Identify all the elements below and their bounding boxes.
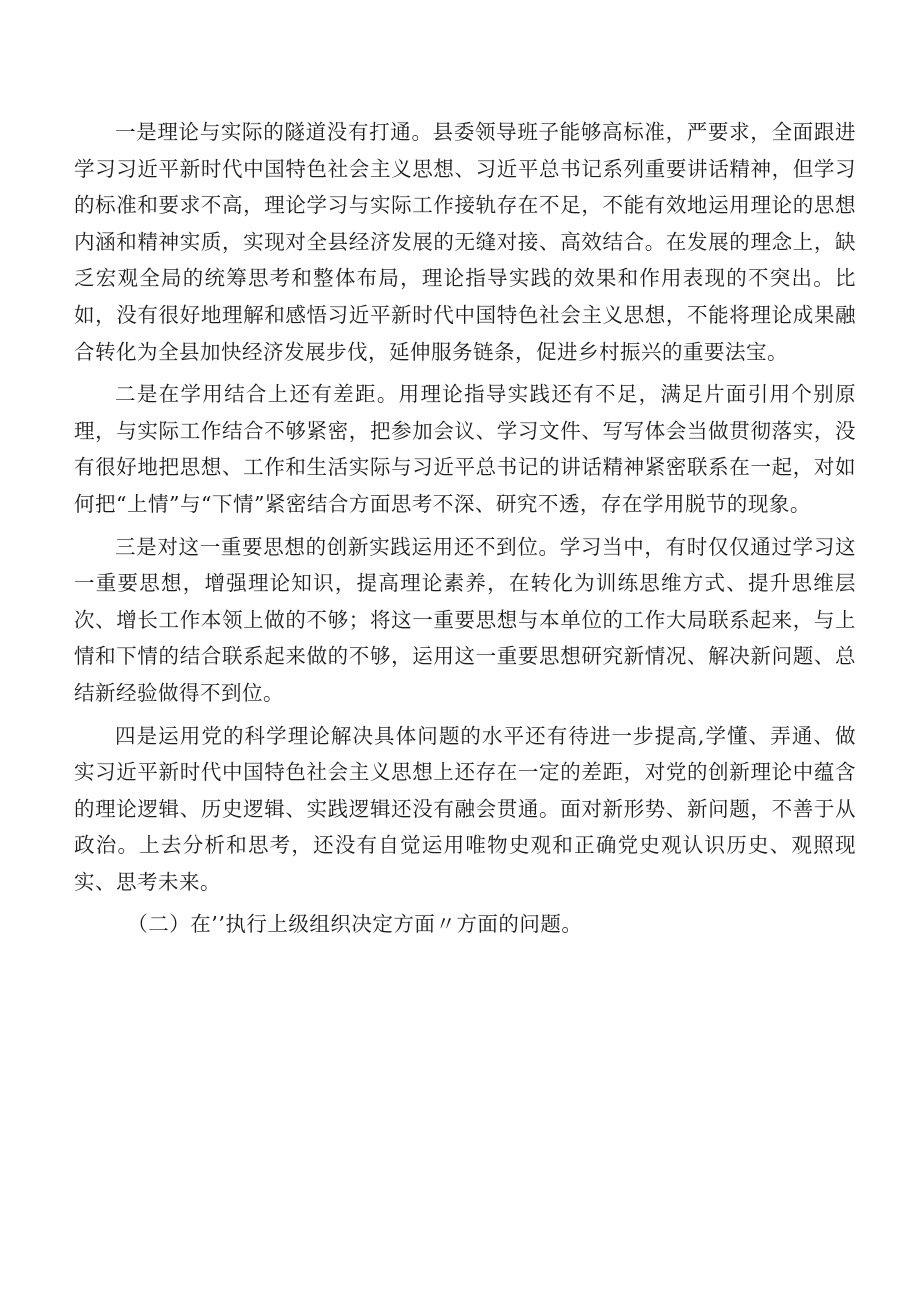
paragraph-4: 四是运用党的科学理论解决具体问题的水平还有待进一步提高,学懂、弄通、做实习近平新时代中国特色社会主义思想上还存在一定的差距，对党的创新理论中蕴含的理论逻辑、历史逻辑、实践逻辑还没有融会贯通。面对新形势、新问题，不善于从政治。上去分析和思考，还没有自觉运用唯物史观和正确党史观认识历史、观照现实、思考未来。 <box>74 723 856 894</box>
paragraph-2: 二是在学用结合上还有差距。用理论指导实践还有不足，满足片面引用个别原理，与实际工作结合不够紧密，把参加会议、学习文件、写写体会当做贯彻落实，没有很好地把思想、工作和生活实际与习近平总书记的讲话精神紧密联系在一起，对如何把“上情”与“下情”紧密结合方面思考不深、研究不透，存在学用脱节的现象。 <box>74 382 856 516</box>
paragraph-1: 一是理论与实际的隧道没有打通。县委领导班子能够高标准，严要求，全面跟进学习习近平新时代中国特色社会主义思想、习近平总书记系列重要讲话精神，但学习的标准和要求不高，理论学习与实际工作接轨存在不足，不能有效地运用理论的思想内涵和精神实质，实现对全县经济发展的无缝对接、高效结合。在发展的理念上，缺乏宏观全局的统筹思考和整体布局，理论指导实践的效果和作用表现的不突出。比如，没有很好地理解和感悟习近平新时代中国特色社会主义思想，不能将理论成果融合转化为全县加快经济发展步伐，延伸服务链条，促进乡村振兴的重要法宝。 <box>74 120 856 364</box>
paragraph-3: 三是对这一重要思想的创新实践运用还不到位。学习当中，有时仅仅通过学习这一重要思想，增强理论知识，提高理论素养，在转化为训练思维方式、提升思维层次、增长工作本领上做的不够；将这一重要思想与本单位的工作大局联系起来，与上情和下情的结合联系起来做的不够，运用这一重要思想研究新情况、解决新问题、总结新经验做得不到位。 <box>74 534 856 705</box>
section-heading: （二）在’’执行上级组织决定方面〃方面的问题。 <box>127 912 583 937</box>
document-body <box>74 114 856 943</box>
